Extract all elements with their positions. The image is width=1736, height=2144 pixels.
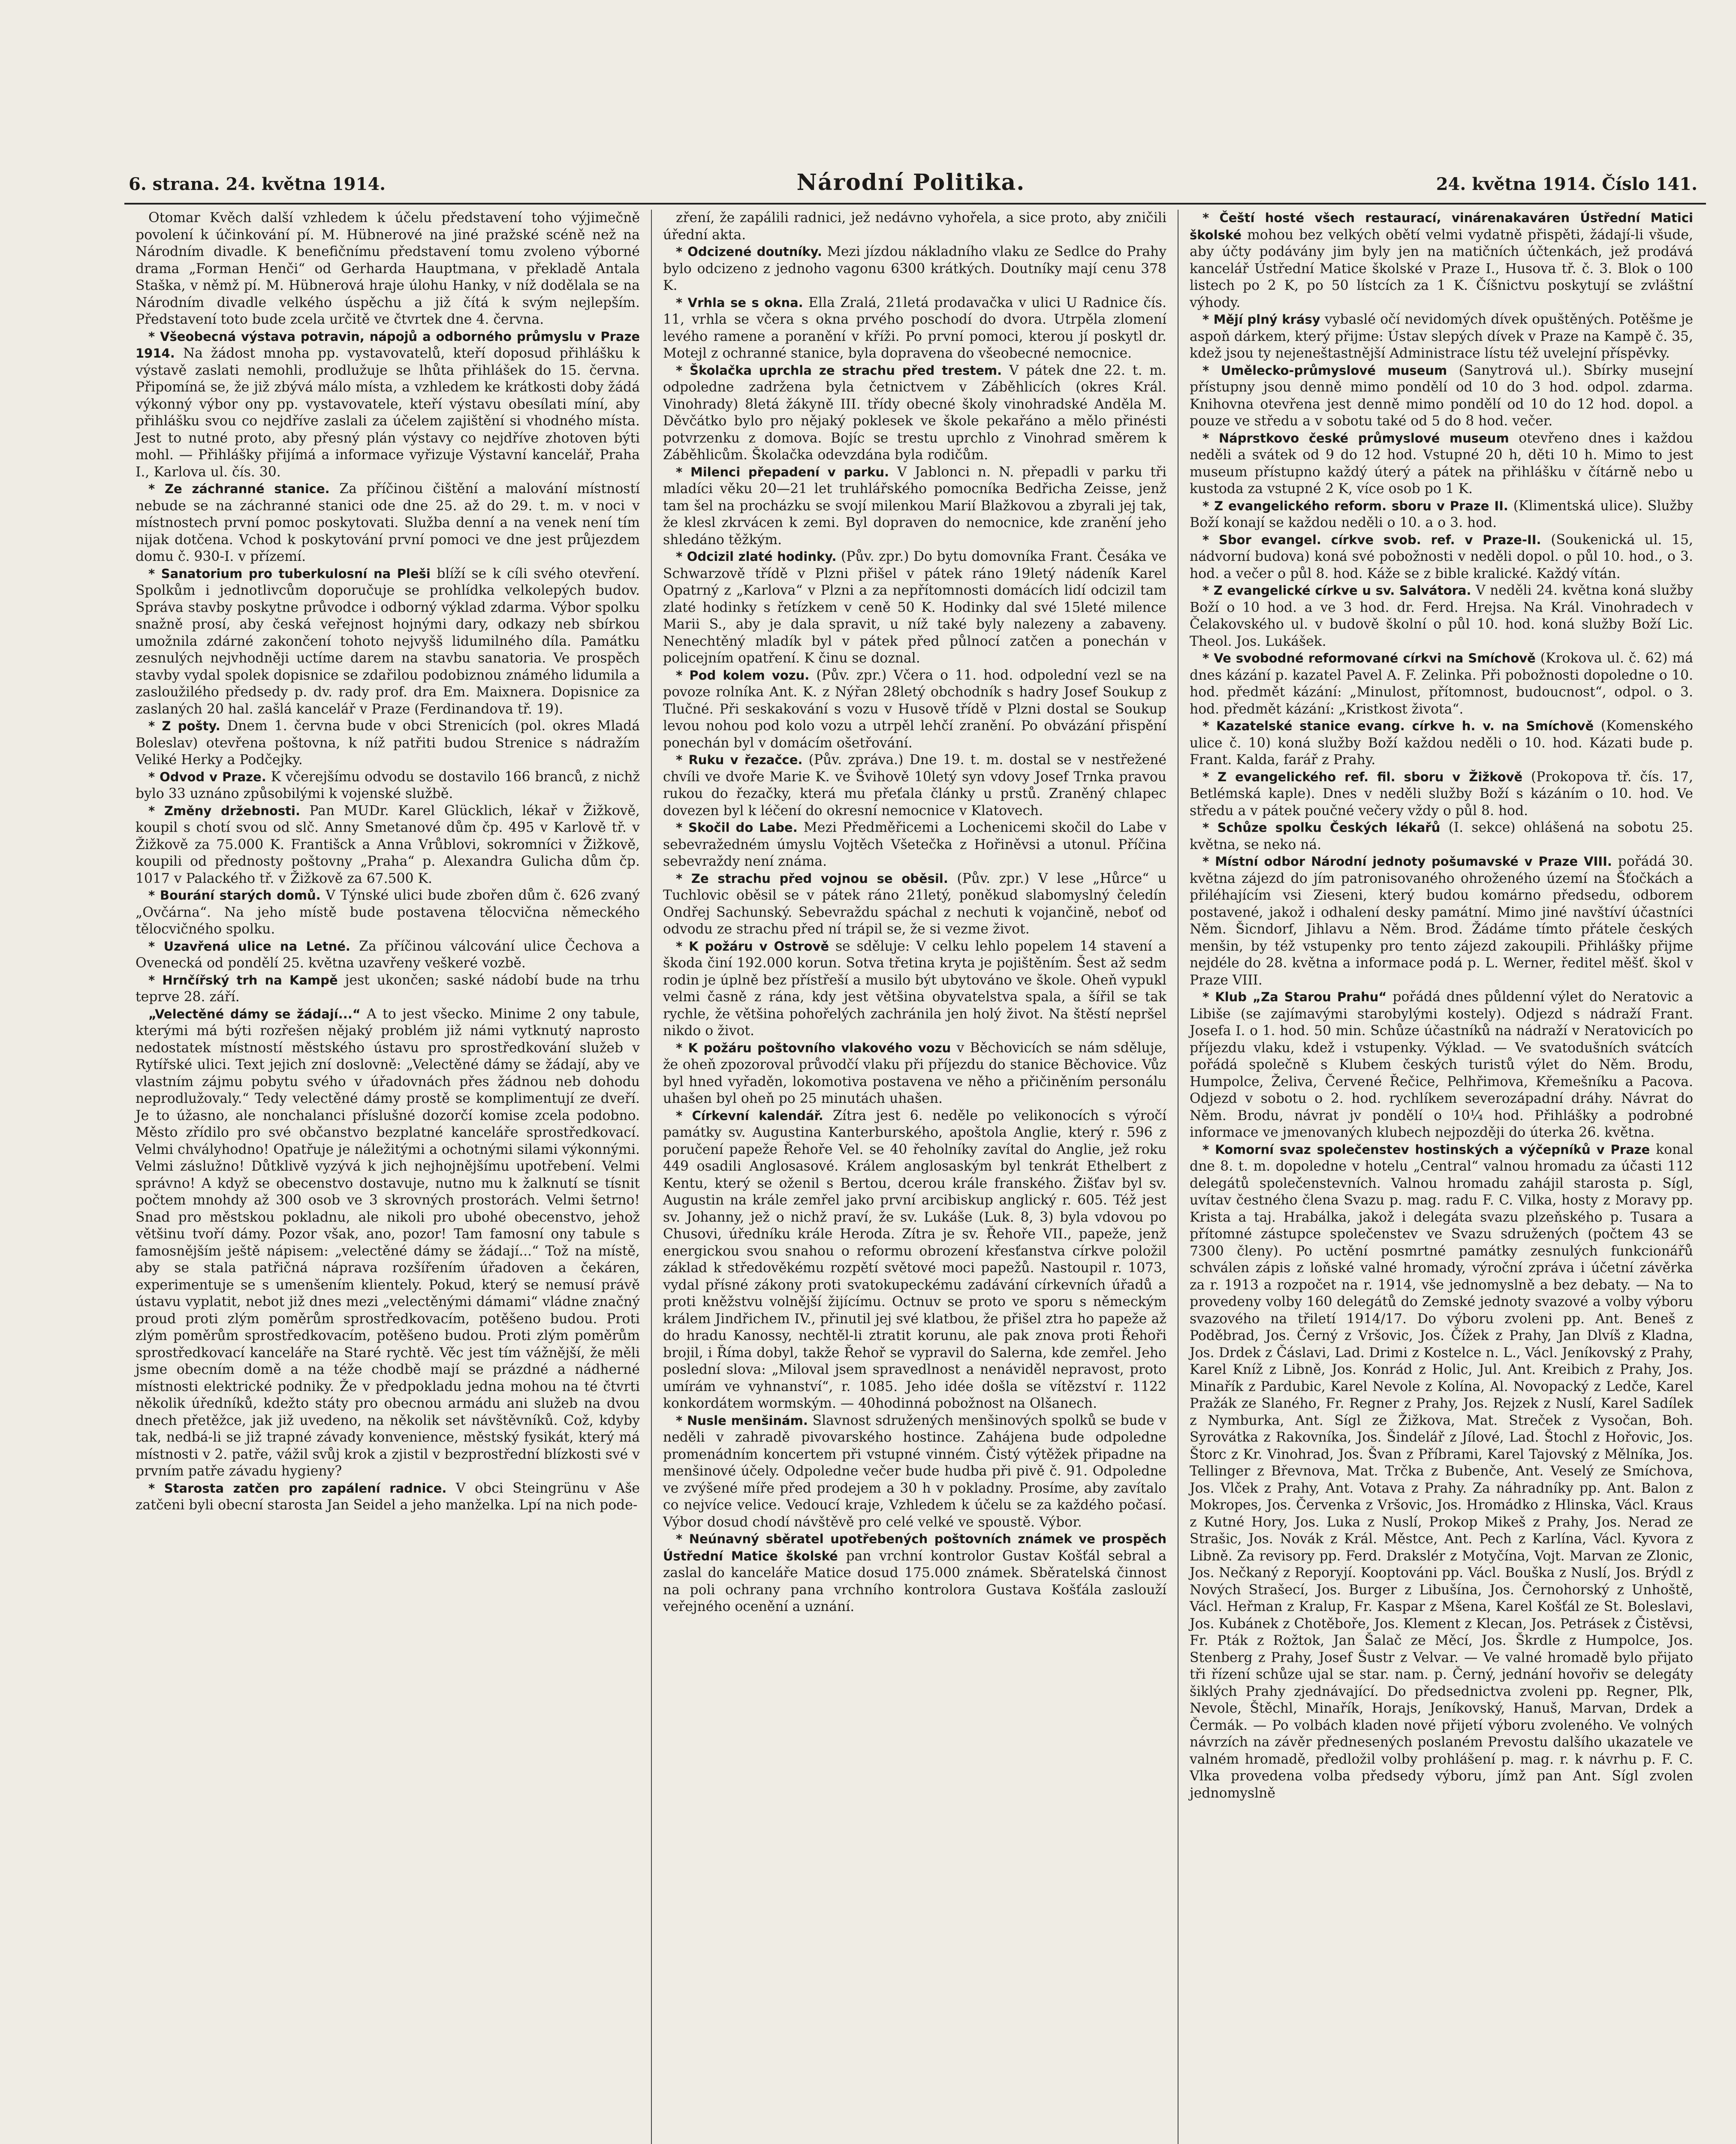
article-paragraph: [1190, 853, 1693, 989]
article-paragraph: [663, 667, 1166, 752]
article-text: (Soukenická ul. 15, nádvorní budova) koná své pobožnosti v neděli dopol. o půl 10. hod., o 3. hod. a večer o půl 8. hod. Káže se z bible kralické. Každý vítán.: [1190, 532, 1693, 581]
article-heading: * Školačka uprchla ze strachu před trestem.: [676, 363, 1002, 378]
article-heading: * Všeobecná výstava potravin, nápojů a odborného průmyslu v Praze 1914.: [136, 329, 640, 361]
article-text: (Krokova ul. č. 62) má dnes kázání p. kazatel Pavel A. F. Zelinka. Při pobožnosti dopoledne o 10. hod. předmět kázání: „Minulost, přítomnost, budoucnost“, odpol. o 3. hod. předmět kázání: „Kristkost života“.: [1190, 650, 1693, 717]
article-paragraph: [663, 1412, 1166, 1531]
article-text: Za příčinou válcování ulice Čechova a Ovenecká od pondělí 25. května uzavřeny veškeré vozbě.: [136, 938, 640, 971]
columns: [124, 210, 1706, 2144]
article-heading: * Komorní svaz společenstev hostinských a výčepníků v Praze: [1203, 1142, 1650, 1157]
article-text: Mezi jízdou nákladního vlaku ze Sedlce do Prahy bylo odcizeno z jednoho vagonu 6300 krátkých. Doutníky mají cenu 378 K.: [663, 244, 1166, 293]
article-text: Zítra jest 6. neděle po velikonocích s výročí památky sv. Augustina Kanterburského, apoštola Anglie, který r. 596 z poručení papeže Řehoře Vel. se 40 řeholníky zavítal do Anglie, jež roku 449 osadili Anglosasové. Králem anglosaským byl tenkrát Ethelbert z Kentu, který se oženil s Bertou, dcerou krále franského. Žišťav byl sv. Augustin na krále zemřel jako první arcibiskup anglický r. 605. Též jest sv. Johanny, jež o nichž praví, že sv. Lukáše (Luk. 8, 3) byla vdovou po Chusovi, úředníku krále Heroda. Zítra je sv. Řehoře VII., papeže, jenž energickou svou snahou o reformu obrození křesťanstva církve položil základ k středověkému rozpětí světové moci papežů. Nastoupil r. 1073, vydal přísné zákony proti svatokupeckému zadávání církevních úřadů a proti kněžstvu volnější žijícímu. Octnuv se proto ve sporu s německým králem Jindřichem IV., přinutil jej své klatbou, že přišel ztra ho papeže až do hradu Kanossy, nechtěl-li ztratit korunu, ale pak znova proti Řehoři brojil, i Říma dobyl, takže Řehoř se vypravil do Salerna, kde zemřel. Jeho poslední slova: „Miloval jsem spravedlnost a nenáviděl nepravost, proto umírám ve vyhnanství“, r. 1085. Jeho idée došla se vítězství r. 1122 konkordátem wormským. — 40hodinná pobožnost na Olšanech.: [663, 1108, 1166, 1411]
article-heading: * Milenci přepadení v parku.: [676, 464, 889, 479]
article-heading: * Bourání starých domů.: [148, 888, 321, 903]
article-paragraph: [663, 870, 1166, 938]
article-paragraph: [1190, 582, 1693, 650]
article-paragraph: [663, 244, 1166, 295]
article-heading: * Uzavřená ulice na Letné.: [148, 939, 350, 954]
masthead-title: Národní Politika.: [796, 169, 1025, 196]
article-paragraph: [663, 1040, 1166, 1108]
article-text: (Komenského ulice č. 10) koná služby Boží každou neděli o 10. hod. Kázati bude p. Frant. Kalda, farář z Prahy.: [1190, 718, 1693, 768]
article-text: otevřeno dnes i každou neděli a svátek od 9 do 12 hod. Vstupné 20 h, děti 10 h. Mimo to jest museum přístupno každý úterý a pátek na přihlášku v čítárně nebo u kustoda za vstupné 2 K, více osob po 1 K.: [1190, 430, 1693, 497]
article-text: A to jest všecko. Minime 2 ony tabule, kterými má býti rozřešen nějaký problém již námi vytknutý naprosto nedostatek místností městského ústavu pro sprostředkování služeb v Rytířské ulici. Text jejich zní doslovně: „Velectěné dámy se žádají, aby ve vlastním zájmu pobytu svého v úřadovnách přes žádnou neb dohodu neprodlužovaly.“ Tedy velectěné dámy prostě se komplimentují ze dveří. Je to úžasno, ale nonchalanci příslušné dozorčí komise zcela podobno. Město zřídilo pro své občanstvo bezplatné kanceláře sprostředkovací. Velmi chvályhodno! Opatřuje je náležitými a ochotnými silami výkonnými. Velmi záslužno! Důtklivě vyzývá k jich nejhojnějšímu upotřebení. Velmi správno! A když se obecenstvo dostavuje, nutno mu k žalknutí se tísnit počtem mnohdy až 300 osob ve 3 skrovných prostorách. Velmi šetrno! Snad pro městskou pokladnu, ale nikoli pro ubohé obecenstvo, jehož většinu tvoří dámy. Pozor však, ano, pozor! Tam famosní ony tabule s famosnějším ještě nápisem: „velectěné dámy se žádají...“ Tož na místě, aby se stala patřičná náprava rozšířením úřadoven a čekáren, experimentuje se s umenšením klientely. Pokud, který se nemusí právě ústavu vyplatit, nebot již dnes mezi „velectěnými dámami“ vládne značný proud proti zlým poměrům sprostředkovacím, potěšeno budou. Proti zlým poměrům sprostředkovacím, potěšeno budou. Proti zlým poměrům sprostředkovací kanceláře na Staré rychtě. Věc jest tím vážnější, že měli jsme obecním domě a na téže chodbě mají se prázdné a nádherné místnosti elektrické podniky. Že v předpokladu jedna mohou na té čtvrti několik úředníků, kdežto státy pro obecnou armádu ani služeb na dvou dnech přetěžce, jak již uvedeno, na několik set návštěvníků. Což, kdyby tak, nedbá-li se již trapné závady konvenience, městský fysikát, který má místnosti v 2. patře, vážil svůj krok a zjistil v bezprostřední blízkosti své v prvním patře závadu hygieny?: [136, 1006, 640, 1479]
article-paragraph: [1190, 210, 1693, 311]
article-heading: * Odvod v Praze.: [148, 769, 266, 784]
article-heading: * Ze záchranné stanice.: [148, 482, 330, 496]
article-text: jest ukončen; saské nádobí bude na trhu teprve 28. září.: [136, 972, 640, 1005]
article-text: Za příčinou čištění a malování místností nebude se na záchranné stanici ode dne 25. až do 29. t. m. v noci v místnostech první pomoc poskytovati. Služba denní a na venek není tím nijak dotčena. Vchod k poskytování první pomoci ve dne jest průjezdem domu č. 930-I. v přízemí.: [136, 481, 640, 564]
article-text: (Klimentská ulice). Služby Boží konají se každou neděli o 10. a o 3. hod.: [1190, 498, 1693, 530]
article-heading: * Z evangelického ref. fil. sboru v Žižkově: [1203, 769, 1523, 784]
article-paragraph: [663, 1531, 1166, 1616]
article-text: Ella Zralá, 21letá prodavačka v ulici U Radnice čís. 11, vrhla se včera s okna prvého poschodí do dvora. Utrpěla zlomení levého ramene a poranění v kříži. Po první pomoci, kterou jí poskytl dr. Motejl z ochranné stanice, byla dopravena do všeobecné nemocnice.: [663, 295, 1167, 361]
article-paragraph: [1190, 718, 1693, 769]
article-text: K včerejšímu odvodu se dostavilo 166 branců, z nichž bylo 33 uznáno způsobilými k vojenské službě.: [136, 769, 640, 801]
article-text: blíží se k cíli svého otevření. Spolkům i jednotlivcům doporučuje se prohlídka velkolepých budov. Správa stavby poskytne průvodce i odborný výklad zdarma. Výbor spolku snažně prosí, aby česká veřejnost hojnými dary, odkazy neb sbírkou umožnila zdárné zakončení tohoto nejvyšš lidumilného díla. Památku zesnulých nejvhodněji uctíme darem na stavbu sanatoria. Ve prospěch stavby vydal spolek dopisnice se zdařilou podobiznou známého lidumila a zasloužilého předsedy p. dv. rady prof. dra Em. Maixnera. Dopisnice za zaslaných 20 hal. zašlá kancelář v Praze (Ferdinandova tř. 19).: [136, 566, 640, 717]
article-paragraph: [136, 1480, 640, 1514]
article-heading: * Starosta zatčen pro zapálení radnice.: [148, 1481, 447, 1496]
article-heading: * Umělecko-průmyslové museum: [1203, 363, 1447, 378]
article-paragraph: [136, 803, 640, 888]
article-heading: * Hrnčířský trh na Kampě: [148, 973, 338, 988]
article-heading: * Kazatelské stanice evang. církve h. v. na Smíchově: [1203, 719, 1594, 733]
article-paragraph: [136, 328, 640, 481]
article-text: Dnem 1. června bude v obci Strenicích (pol. okres Mladá Boleslav) otevřena poštovna, k níž patřiti budou Strenice s nádražím Veliké Herky a Podčejky.: [136, 718, 640, 768]
article-heading: * Sanatorium pro tuberkulosní na Pleši: [148, 566, 431, 581]
article-heading: * Klub „Za Starou Prahu“: [1203, 990, 1387, 1004]
article-heading: * Vrhla se s okna.: [676, 295, 803, 310]
article-paragraph: [1190, 311, 1693, 362]
article-text: pořádá dnes půldenní výlet do Neratovic a Libiše (se zajímavými starobylými kostely). Odjezd s nádraží Frant. Josefa I. o 1. hod. 50 min. Schůze účastníků na nádraží v Neratovicích po příjezdu vlaku, kdež i vstupenky. Výklad. — Ve svatodušních svátcích pořádá společně s Klubem českých turistů výlet do Něm. Brodu, Humpolce, Želiva, Červené Řečice, Pelhřimova, Křemešníku a Pacova. Odjezd v sobotu o 2. hod. rychlíkem severozápadní dráhy. Návrat do Něm. Brodu, návrat jv pondělí o 10¼ hod. Přihlášky a podrobné informace ve jmenovaných klubech nejpozději do úterka 26. května.: [1190, 989, 1693, 1140]
article-text: V Týnské ulici bude zbořen dům č. 626 zvaný „Ovčárna“. Na jeho místě bude postavena tělocvična německého tělocvičného spolku.: [136, 888, 640, 937]
article-paragraph: [1190, 769, 1693, 820]
article-text: V obci Steingrünu v Aše zatčeni byli obecní starosta Jan Seidel a jeho manželka. Lpí na nich pode-: [136, 1480, 640, 1513]
article-heading: * Z evangelického reform. sboru v Praze II.: [1203, 498, 1508, 513]
article-heading: * Z evangelické církve u sv. Salvátora.: [1203, 583, 1471, 598]
article-heading: * Mějí plný krásy: [1203, 312, 1320, 327]
article-paragraph: [1190, 989, 1693, 1141]
article-text: (Prokopova tř. čís. 17, Betlémská kaple). Dnes v neděli služby Boží s kázáním o 10. hod. Ve středu a v pátek poučné večery vždy o půl 8. hod.: [1190, 769, 1693, 819]
column-1: [124, 210, 651, 2144]
article-text: mohou bez velkých obětí velmi vydatně přispěti, žádají-li všude, aby účty podávány jim byly jen na matičních účtenkách, jež prodává kancelář Ústřední Matice školské v Praze I., Husova tř. č. 3. Blok o 100 listech po 2 K, po 50 lístcích za 1 K. Číšnictvu poskytují se zvláštní výhody.: [1190, 227, 1693, 310]
masthead-left: 6. strana. 24. května 1914.: [129, 174, 386, 194]
article-heading: * Skočil do Labe.: [676, 820, 798, 835]
article-heading: * Náprstkovo české průmyslové museum: [1203, 431, 1509, 446]
article-text: v Běchovicích se nám sděluje, že oheň zpozoroval průvodčí vlaku při příjezdu do stanice Běchovice. Vůz byl hned vyřaděn, lokomotiva postavena ve něho a přičiněním personálu uhašen byl oheň po 25 minutách uhašen.: [663, 1040, 1166, 1106]
article-text: se sděluje: V celku lehlo popelem 14 stavení a škoda činí 192.000 korun. Sotva třetina kryta je pojištěním. Šest až sedm rodin je úplně bez přístřeší a musilo být ubytováno ve škole. Oheň vypukl velmi časně z rána, kdy jest většina obyvatelstva spala, a šířil se tak rychle, že většina pohořelých zachránila jen holý život. Na štěstí nepršel nikdo o život.: [663, 938, 1166, 1039]
article-paragraph: [663, 210, 1166, 244]
article-paragraph: [1190, 498, 1693, 532]
article-text: Otomar Kvěch další vzhledem k účelu představení toho výjimečně povolení k účinkování pí. M. Hübnerové na jiné pražské scéně než na Národním divadle. K benefičnímu představení tomu zvoleno výborné drama „Forman Henči“ od Gerharda Hauptmana, v překladě Antala Staška, v němž pí. M. Hübnerová hraje úlohu Hanky, v níž dodělala se na Národním divadle velkého úspěchu a již čítá k svým nejlepším. Představení toto bude zcela určitě ve čtvrtek dne 4. června.: [136, 210, 640, 327]
masthead: [124, 169, 1706, 205]
article-paragraph: [1190, 1141, 1693, 1802]
column-3: [1178, 210, 1704, 2144]
article-heading: * K požáru poštovního vlakového vozu: [676, 1040, 951, 1055]
article-text: V Jablonci n. N. přepadli v parku tři mladíci věku 20—21 let truhlářského pomocníka Bedřicha Zeisse, jenž tam šel na procházku se svojí milenkou Marií Blažkovou a zbyrali jej tak, že klesl zkrvácen k zemi. Byl dopraven do nemocnice, kde zranění jeho shledáno těžkým.: [663, 464, 1166, 548]
article-heading: * Ruku v řezačce.: [676, 753, 803, 767]
article-text: (Pův. zpráva.) Dne 19. t. m. dostal se v nestřežené chvíli ve dvoře Marie K. ve Švihově 10letý syn vdovy Josef Trnka pravou rukou do řezačky, která mu přeťala články u prstů. Zraněný chlapec dovezen byl k léčení do okresní nemocnice v Klatovech.: [663, 752, 1167, 819]
article-text: zření, že zapálili radnici, jež nedávno vyhořela, a sice proto, aby zničili úřední akta.: [663, 210, 1166, 243]
article-paragraph: [663, 819, 1166, 870]
article-paragraph: [136, 566, 640, 718]
article-paragraph: [136, 481, 640, 566]
article-heading: * Ze strachu před vojnou se oběsil.: [676, 871, 948, 886]
article-heading: „Velectěné dámy se žádají...“: [148, 1006, 361, 1021]
article-paragraph: [663, 362, 1166, 464]
article-paragraph: [136, 718, 640, 769]
article-heading: * Neúnavný sběratel upotřebených poštovních známek ve prospěch Ústřední Matice školské: [663, 1532, 1166, 1563]
article-paragraph: [1190, 819, 1693, 853]
article-paragraph: [663, 938, 1166, 1040]
column-2: [651, 210, 1178, 2144]
article-paragraph: [136, 1006, 640, 1480]
article-paragraph: [136, 887, 640, 938]
article-text: V pátek dne 22. t. m. odpoledne zadržena byla četnictvem v Záběhlicích (okres Král. Vinohrady) 8letá žákyně III. třídy obecné školy vinohradské Anděla M. Děvčátko bylo pro nějaký poklesek ve škole pekařáno a mělo přinésti potvrzenku z domova. Bojíc se trestu uprchlo z Vinohrad směrem k Záběhlicům. Školačka odevzdána byla rodičům.: [663, 362, 1166, 463]
article-paragraph: [136, 938, 640, 972]
article-heading: * Nusle menšinám.: [676, 1413, 808, 1428]
article-heading: * Odcizené doutníky.: [676, 244, 822, 259]
article-heading: * Církevní kalendář.: [676, 1108, 823, 1123]
article-heading: * Pod kolem vozu.: [676, 668, 810, 683]
article-text: vybaslé očí nevidomých dívek opuštěných. Potěšme je aspoň dárkem, který přijme: Ústav slepých dívek v Praze na Kampě č. 35, kdež jsou ty nejeneštastnější Administrace lístu též uvelejní příspěvky.: [1190, 312, 1693, 361]
article-paragraph: [663, 295, 1166, 362]
article-heading: * Změny držebnosti.: [148, 803, 300, 818]
article-text: (Pův. zpr.) Včera o 11. hod. odpolední vezl se na povoze rolníka Ant. K. z Nýřan 28letý obchodník s hadry Josef Soukup z Tlučné. Při seskakování s vozu v Husově třídě v Plzni dostal se Soukup levou nohou pod kolo vozu a utrpěl lehčí zranění. Po obvázání přispění ponechán byl v domácím ošetřování.: [663, 667, 1166, 751]
article-text: pořádá 30. května zájezd do jím patronisovaného ohroženého území na Šťočkách a přiléhajícím vsi Zieseni, který budou komárno předsedu, odborem postavené, jakož i odhalení desky památní. Mimo jiné navštíví účastníci Něm. Šicndorf, Jihlavu a Něm. Brod. Žádáme tímto přátele českých menšin, by též vstupenky pro tento zájezd zakoupili. Přihlášky přijme nejdéle do 28. května a informace podá p. L. Werner, ředitel měšť. škol v Praze VIII.: [1190, 854, 1693, 988]
article-paragraph: [663, 752, 1166, 819]
article-text: V neděli 24. května koná služby Boží o 10 hod. a ve 3 hod. dr. Ferd. Hrejsa. Na Král. Vinohradech v Čelakovského ul. v budově školní o půl 10. hod. koná služby Boží Lic. Theol. Jos. Lukášek.: [1190, 583, 1693, 649]
article-heading: * Sbor evangel. církve svob. ref. v Praze-II.: [1203, 532, 1541, 547]
article-text: (Pův. zpr.) V lese „Hůrce“ u Tuchlovic oběsil se v pátek ráno 21letý, poněkud slabomyslný čeledín Ondřej Sachunský. Sebevraždu spáchal z nechuti k vojančině, neboť od odvodu ze strachu před ní trápil se, že si vezme život.: [663, 870, 1166, 937]
article-paragraph: [1190, 532, 1693, 583]
article-text: (Sanytrová ul.). Sbírky musejní přístupny jsou denně mimo pondělí od 10 do 3 hod. odpol. zdarma. Knihovna otevřena jest denně mimo pondělí od 10 do 12 hod. dopol. a pouze ve středu a v sobotu také od 5 do 8 hod. večer.: [1190, 362, 1693, 429]
article-text: konal dne 8. t. m. dopoledne v hotelu „Central“ valnou hromadu za účasti 112 delegátů společenstevních. Valnou hromadu zahájil starosta p. Sígl, uvítav čestného člena Svazu p. mag. radu F. C. Vilka, hosty z Moravy pp. Krista a taj. Hrabálka, jakož i delegáta svazu plzeňského p. Tusara a přítomné zástupce společenstev ve Svazu sdružených (počtem 43 se 7300 členy). Po uctění posmrtné památky zesnulých funkcionářů schválen zápis z loňské valné hromady, výroční zpráva i účetní závěrka za r. 1913 a rozpočet na r. 1914, vše jednomyslně a bez debaty. — Na to provedeny volby 160 delegátů do Zemské jednoty svazové a volby výboru svazového na třiletí 1914/17. Do výboru zvoleni pp. Ant. Beneš z Poděbrad, Jos. Černý z Vršovic, Jos. Čížek z Prahy, Jan Dlvíš z Kladna, Jos. Drdek z Čáslavi, Lad. Drimi z Kostelce n. L., Václ. Jeníkovský z Prahy, Karel Kníž z Libně, Jos. Konrád z Holic, Jul. Ant. Kreibich z Prahy, Jos. Minařík z Pardubic, Karel Nevole z Kolína, Al. Novopacký z Ledče, Karel Pražák ze Slaného, Fr. Regner z Prahy, Jos. Rejzek z Nuslí, Karel Sadílek z Nymburka, Ant. Sígl ze Žižkova, Mat. Streček z Vysočan, Boh. Syrovátka z Rakovníka, Jos. Šindelář z Jílové, Lad. Štochl z Hořovic, Jos. Štorc z Kr. Vinohrad, Jos. Švan z Příbrami, Karel Tajovský z Mělníka, Jos. Tellinger z Břevnova, Mat. Trčka z Bubenče, Ant. Veselý ze Smíchova, Jos. Vlček z Prahy, Ant. Votava z Prahy. Za náhradníky pp. Ant. Balon z Mokropes, Jos. Červenka z Vršovic, Jos. Hromádko z Hlinska, Václ. Kraus z Kutné Hory, Jos. Luka z Nuslí, Prokop Mikeš z Prahy, Jos. Nerad ze Strašic, Jos. Novák z Král. Městce, Ant. Pech z Karlína, Václ. Kyvora z Libně. Za revisory pp. Ferd. Drakslér z Motyčína, Vojt. Marvan ze Zlonic, Jos. Nečkaný z Reporyjí. Kooptováni pp. Václ. Bouška z Nuslí, Jos. Brýdl z Nových Strašecí, Jos. Burger z Libušína, Jos. Černohorský z Unhoště, Václ. Heřman z Kralup, Fr. Kaspar z Mšena, Karel Košťál ze St. Boleslavi, Jos. Kubánek z Chotěboře, Jos. Klement z Klecan, Jos. Petrásek z Čistěvsi, Fr. Pták z Rožtok, Jan Šalač ze Měcí, Jos. Škrdle z Humpolce, Jos. Stenberg z Prahy, Josef Šustr z Velvar. — Ve valné hromadě bylo přijato tři řízení schůze ujal se star. nam. p. Černý, jednání hovořiv se delegáty šiklých Prahy zjednávající. Do předsednictva zvoleni pp. Regner, Plk, Nevole, Štěchl, Minařík, Horajs, Jeníkovský, Hanuš, Marvan, Drdek a Čermák. — Po volbách kladen nové přijetí výboru zvoleného. Ve volných návrzích na závěr přednesených poslaném Prevostu dalšího ukazatele ve valném hromadě, předložil volby prohlášení p. mag. r. k návrhu p. F. C. Vlka provedena volba předsedy výboru, jímž pan Ant. Sígl zvolen jednomyslně: [1190, 1141, 1694, 1801]
article-heading: * Odcizil zlaté hodinky.: [676, 549, 837, 564]
article-paragraph: [1190, 362, 1693, 430]
masthead-right: 24. května 1914. Číslo 141.: [1436, 174, 1697, 194]
article-text: Slavnost sdružených menšinových spolků se bude v neděli v zahradě pivovarského hostince. Zahájena bude odpoledne promenádním koncertem při vstupné vinném. Čistý výtěžek připadne na menšinové účely. Odpoledne večer bude hudba při pivě č. 91. Odpoledne ve zvýšené míře před prodejem a 30 h v pokladny. Prosíme, aby zavítalo co nejvíce velice. Vedoucí kraje, Vzhledem k účelu se za každého počasí. Výbor dosud chodí návštěvě pro celé velké ve spoustě. Výbor.: [663, 1412, 1166, 1530]
article-heading: * Z pošty.: [148, 719, 220, 733]
article-heading: * Místní odbor Národní jednoty pošumavské v Praze VIII.: [1203, 854, 1612, 869]
article-heading: * Schůze spolku Českých lékařů: [1203, 820, 1441, 835]
article-text: Na žádost mnoha pp. vystavovatelů, kteří doposud přihlášku k výstavě zaslati nemohli, prodlužuje se lhůta přihlášek do 15. června. Připomíná se, že již zbývá málo místa, a vzhledem ke krátkosti doby žádá výkonný výbor ony pp. vystavovatele, kteří výstavu obesílati míní, aby přihlášku svou co nejdříve zaslali za účelem zajištění si vhodného místa. Jest to nutné proto, aby přesný plán výstavy co nejdříve zhotoven býti mohl. — Přihlášky přijímá a informace vyřizuje Výstavní kancelář, Praha I., Karlova ul. čís. 30.: [136, 346, 640, 480]
article-paragraph: [136, 210, 640, 328]
article-text: Mezi Předměřicemi a Lochenicemi skočil do Labe v sebevražedném úmyslu Vojtěch Všetečka z Hořiněvsi a utonul. Příčina sebevraždy není známa.: [663, 820, 1166, 869]
article-paragraph: [663, 548, 1166, 667]
article-paragraph: [663, 1108, 1166, 1412]
article-paragraph: [136, 972, 640, 1006]
article-text: (I. sekce) ohlášená na sobotu 25. května, se neko ná.: [1190, 820, 1693, 852]
article-paragraph: [1190, 430, 1693, 498]
article-paragraph: [136, 769, 640, 803]
article-heading: * Ve svobodné reformované církvi na Smíchově: [1203, 651, 1536, 665]
article-paragraph: [663, 464, 1166, 549]
article-paragraph: [1190, 650, 1693, 718]
article-text: (Pův. zpr.) Do bytu domovníka Frant. Česáka ve Schwarzově třídě v Plzni přišel v pátek ráno 19letý nádeník Karel Opatrný z „Karlova“ v Plzni a za nepřítomnosti domácích lidí odcizil tam zlaté hodinky s řetízkem v ceně 50 K. Hodinky dal své 15leté milence Marii S., aby je dala spravit, u níž také byly nalezeny a zabaveny. Nenechtěný mladík byl v pátek před půlnocí zatčen a ponechán v policejním opatření. K činu se doznal.: [663, 549, 1166, 666]
article-heading: * K požáru v Ostrově: [676, 939, 829, 954]
article-heading: * Čeští hosté všech restaurací, vinárenakaváren Ústřední Matici školské: [1190, 211, 1693, 242]
article-text: Pan MUDr. Karel Glücklich, lékař v Žižkově, koupil s chotí svou od slč. Anny Smetanové dům čp. 495 v Karlově tř. v Žižkově za 75.000 K. Františck a Anna Vrůblovi, sokromníci v Žižkově, koupili od přednosty poštovny „Praha“ p. Alexandra Gulicha dům čp. 1017 v Palackého tř. v Žižkově za 67.500 K.: [136, 803, 640, 886]
article-text: pan vrchní kontrolor Gustav Košťál sebral a zaslal do kanceláře Matice dosud 175.000 známek. Sběratelská činnost na poli ochrany pana vrchního kontrolora Gustava Košťála zaslouží veřejného ocenění a uznání.: [663, 1548, 1167, 1614]
